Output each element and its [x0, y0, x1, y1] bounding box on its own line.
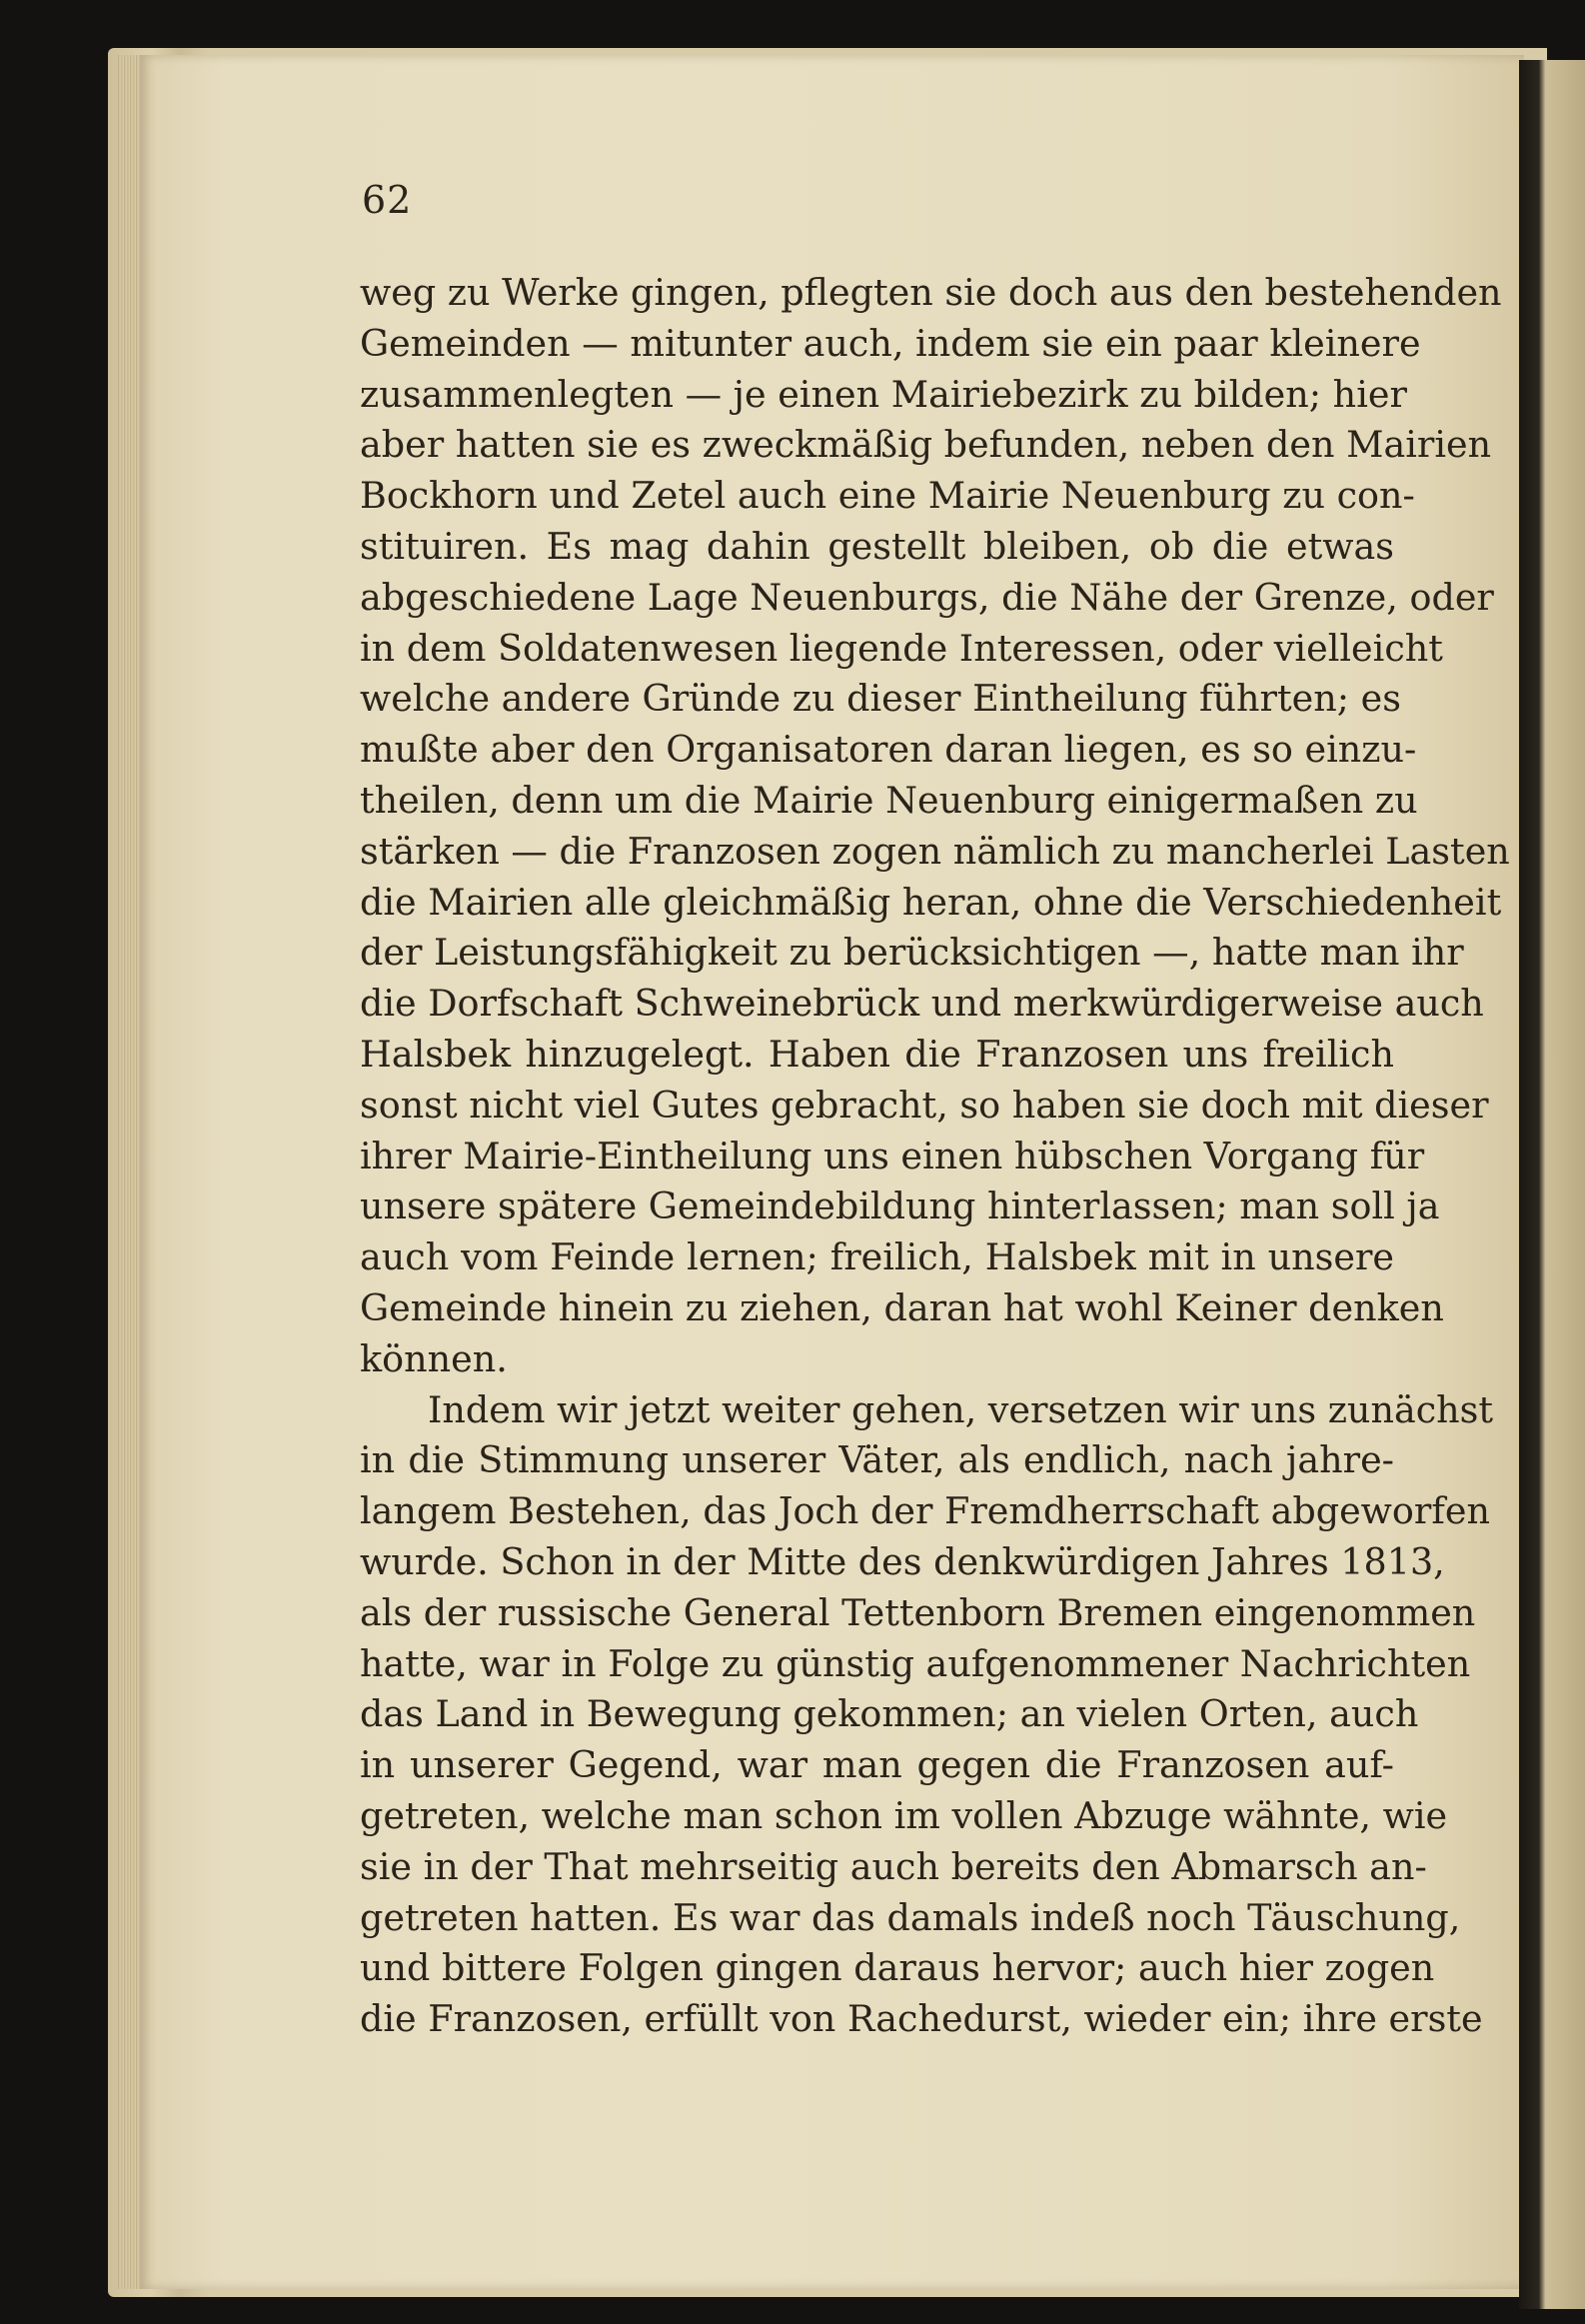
- text-line: zusammenlegten — je einen Mairiebezirk zu bilden; hier: [360, 372, 1407, 416]
- text-line: sonst nicht viel Gutes gebracht, so haben sie doch mit dieser: [360, 1083, 1489, 1127]
- text-line: getreten, welche man schon im vollen Abzuge wähnte, wie: [360, 1793, 1448, 1837]
- text-line: Bockhorn und Zetel auch eine Mairie Neuenburg zu con-: [360, 474, 1415, 518]
- text-line: ihrer Mairie-Eintheilung uns einen hübschen Vorgang für: [360, 1134, 1425, 1177]
- text-line: in dem Soldatenwesen liegende Interessen, oder vielleicht: [360, 626, 1443, 670]
- text-line: abgeschiedene Lage Neuenburgs, die Nähe der Grenze, oder: [360, 575, 1494, 619]
- text-line: langem Bestehen, das Joch der Fremdherrschaft abgeworfen: [360, 1489, 1490, 1533]
- text-line: Gemeinden — mitunter auch, indem sie ein paar kleinere: [360, 321, 1421, 365]
- page-edges: [118, 55, 142, 2289]
- text-line: das Land in Bewegung gekommen; an vielen Orten, auch: [360, 1692, 1419, 1736]
- text-line: stituiren. Es mag dahin gestellt bleiben, ob die etwas: [360, 524, 1394, 568]
- gutter-shadow: [1519, 60, 1585, 2309]
- text-line: die Franzosen, erfüllt von Rachedurst, wieder ein; ihre erste: [360, 1997, 1483, 2041]
- text-line: unsere spätere Gemeindebildung hinterlassen; man soll ja: [360, 1184, 1440, 1228]
- text-line: in unserer Gegend, war man gegen die Franzosen auf-: [360, 1743, 1394, 1787]
- text-line: stärken — die Franzosen zogen nämlich zu mancherlei Lasten: [360, 829, 1510, 873]
- text-line: können.: [360, 1336, 508, 1380]
- text-line: getreten hatten. Es war das damals indeß noch Täuschung,: [360, 1895, 1461, 1939]
- text-line: als der russische General Tettenborn Bremen eingenommen: [360, 1590, 1476, 1634]
- text-line: theilen, denn um die Mairie Neuenburg einigermaßen zu: [360, 778, 1418, 822]
- text-line: auch vom Feinde lernen; freilich, Halsbek mit in unsere: [360, 1235, 1394, 1279]
- page-number: 62: [362, 178, 413, 222]
- text-line: die Mairien alle gleichmäßig heran, ohne die Verschiedenheit: [360, 880, 1502, 924]
- text-line: weg zu Werke gingen, pflegten sie doch aus den bestehenden: [360, 271, 1502, 314]
- text-line: der Leistungsfähigkeit zu berücksichtigen —, hatte man ihr: [360, 931, 1464, 975]
- text-line: die Dorfschaft Schweinebrück und merkwürdigerweise auch: [360, 982, 1484, 1026]
- text-line: mußte aber den Organisatoren daran liegen, es so einzu-: [360, 728, 1417, 772]
- text-line: hatte, war in Folge zu günstig aufgenommener Nachrichten: [360, 1641, 1471, 1685]
- text-line: wurde. Schon in der Mitte des denkwürdigen Jahres 1813,: [360, 1539, 1445, 1583]
- text-line: und bittere Folgen gingen daraus hervor; auch hier zogen: [360, 1946, 1435, 1990]
- text-line: Gemeinde hinein zu ziehen, daran hat wohl Keiner denken: [360, 1285, 1444, 1329]
- text-line: in die Stimmung unserer Väter, als endlich, nach jahre-: [360, 1438, 1394, 1482]
- text-line: welche andere Gründe zu dieser Eintheilung führten; es: [360, 677, 1402, 721]
- paragraph-first-line: Indem wir jetzt weiter gehen, versetzen wir uns zunächst: [428, 1387, 1494, 1431]
- text-line: aber hatten sie es zweckmäßig befunden, neben den Mairien: [360, 423, 1492, 467]
- text-line: Halsbek hinzugelegt. Haben die Franzosen uns freilich: [360, 1032, 1394, 1076]
- text-line: sie in der That mehrseitig auch bereits den Abmarsch an-: [360, 1844, 1427, 1888]
- body-text: [360, 268, 1510, 2045]
